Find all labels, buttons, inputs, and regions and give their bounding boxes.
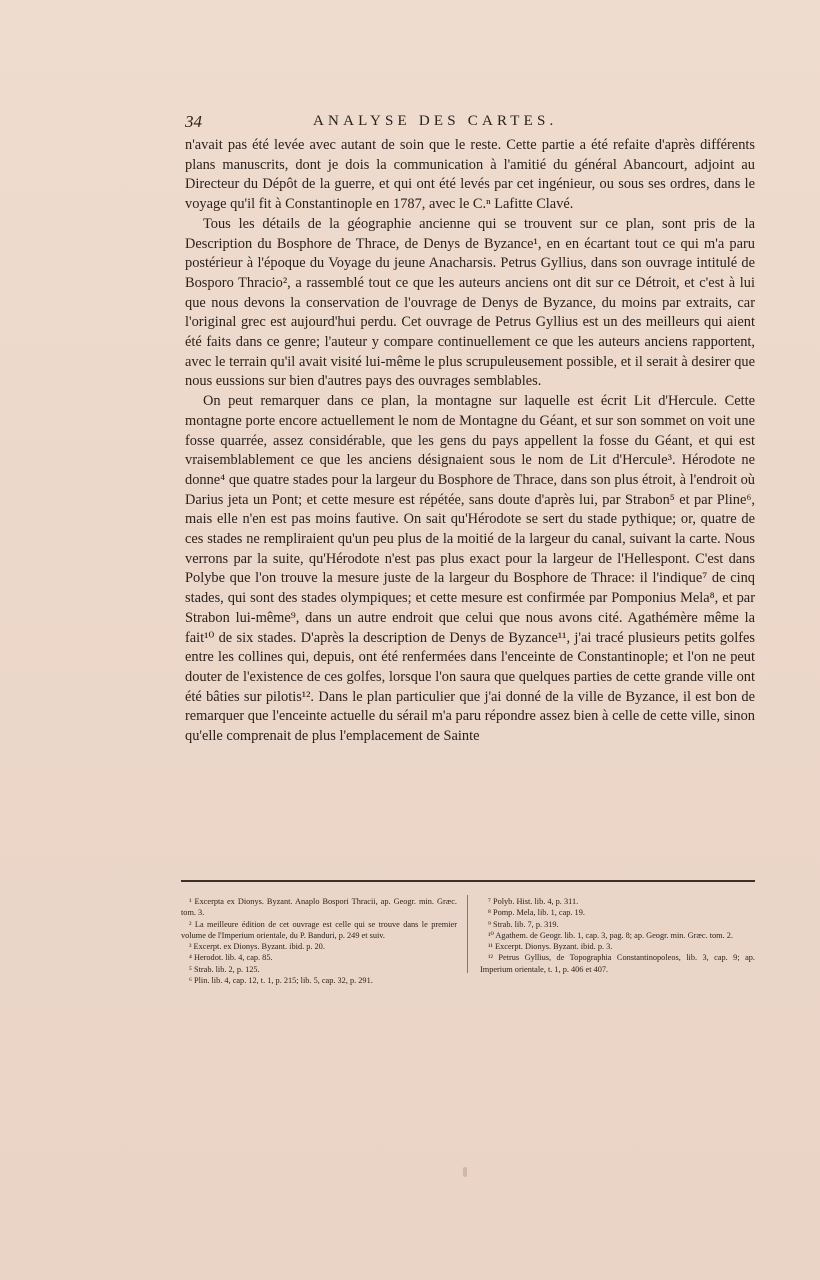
footnote-4: ⁴ Herodot. lib. 4, cap. 85. [189, 953, 273, 963]
footnote-3: ³ Excerpt. ex Dionys. Byzant. ibid. p. 20. [189, 942, 325, 952]
footnotes-right-column [480, 896, 755, 975]
footnote-10: ¹⁰ Agathem. de Geogr. lib. 1, cap. 3, pag. 8; ap. Geogr. min. Græc. tom. 2. [488, 930, 733, 940]
footnote-8: ⁸ Pomp. Mela, lib. 1, cap. 19. [488, 908, 585, 918]
paragraph-1: n'avait pas été levée avec autant de soin que le reste. Cette partie a été refaite d'après différents plans manuscrits, dont je dois la communication à l'amitié du général Abancourt, adjoint au Directeur du Dépôt de la guerre, et qui ont été levés par cet ingénieur, ou sous ses ordres, dans le voyage qu'il fit à Constantinople en 1787, avec le C.ⁿ Lafitte Clavé. [185, 137, 755, 213]
page-header [185, 112, 625, 136]
paper-stain [463, 1167, 467, 1177]
paragraph-2: Tous les détails de la géographie ancienne qui se trouvent sur ce plan, sont pris de la Description du Bosphore de Thrace, de Denys de Byzance¹, en en écartant tout ce qui m'a paru postérieur à l'époque du Voyage du jeune Anacharsis. Petrus Gyllius, dans son ouvrage intitulé de Bosporo Thracio², a rassemblé tout ce que les auteurs anciens ont dit sur ce Détroit, et c'est à lui que nous devons la conservation de l'ouvrage de Denys de Byzance, du moins par extraits, car l'original grec est aujourd'hui perdu. Cet ouvrage de Petrus Gyllius est un des meilleurs qui aient été faits dans ce genre; l'auteur y compare continuellement ce que les auteurs anciens rapportent, avec le terrain qu'il avait visité lui-même le plus scrupuleusement possible, et il serait à desirer que nous eussions sur bien d'autres pays des ouvrages semblables. [185, 215, 755, 390]
page-number: 34 [185, 112, 202, 131]
footnotes-left-column [181, 896, 457, 986]
footnote-2: ² La meilleure édition de cet ouvrage est celle qui se trouve dans le premier volume de l'Imperium orientale, du P. Banduri, p. 249 et suiv. [181, 919, 457, 940]
running-title: ANALYSE DES CARTES. [313, 113, 558, 129]
footnote-5: ⁵ Strab. lib. 2, p. 125. [189, 964, 260, 974]
paragraph-3: On peut remarquer dans ce plan, la montagne sur laquelle est écrit Lit d'Hercule. Cette montagne porte encore actuellement le nom de Montagne du Géant, et sur son sommet on voit une fosse quarrée, assez considérable, que les gens du pays appellent la fosse du Géant, et qui est vraisemblablement ce que les anciens désignaient sous le nom de Lit d'Hercule³. Hérodote ne donne⁴ que quatre stades pour la largeur du Bosphore de Thrace, dans son plus étroit, à l'endroit où Darius jeta un Pont; et cette mesure est répétée, sans doute d'après lui, par Strabon⁵ et par Pline⁶, mais elle n'en est pas moins fautive. On sait qu'Hérodote se sert du stade pythique; or, quatre de ces stades ne rempliraient qu'un peu plus de la moitié de la largeur du canal, suivant la carte. Nous verrons par la suite, qu'Hérodote n'est pas plus exact pour la largeur de l'Hellespont. C'est dans Polybe que l'on trouve la mesure juste de la largeur du Bosphore de Thrace: il l'indique⁷ de cinq stades, qui sont des stades olympiques; et cette mesure est confirmée par Pomponius Mela⁸, et par Strabon lui-même⁹, dans un autre endroit que celui que nous avons cité. Agathémère même la fait¹⁰ de six stades. D'après la description de Denys de Byzance¹¹, j'ai tracé plusieurs petits golfes entre les collines qui, depuis, ont été renfermées dans l'enceinte de Constantinople; et l'on ne peut douter de l'existence de ces golfes, lorsque l'on saura que quelques parties de cette grande ville ont été bâties sur pilotis¹². Dans le plan particulier que j'ai donné de la ville de Byzance, il est bon de remarquer que l'enceinte actuelle du sérail m'a paru répondre assez bien à celle de cette ville, sinon qu'elle comprenait de plus l'emplacement de Sainte [185, 393, 755, 745]
footnote-12: ¹² Petrus Gyllius, de Topographia Constantinopoleos, lib. 3, cap. 9; ap. Imperium orientale, t. 1, p. 406 et 407. [480, 953, 755, 974]
footnote-7: ⁷ Polyb. Hist. lib. 4, p. 311. [488, 897, 579, 906]
body-text [185, 136, 755, 747]
footnote-1: ¹ Excerpta ex Dionys. Byzant. Anaplo Bospori Thracii, ap. Geogr. min. Græc. tom. 3. [181, 897, 457, 918]
footnote-11: ¹¹ Excerpt. Dionys. Byzant. ibid. p. 3. [488, 942, 613, 952]
footnote-9: ⁹ Strab. lib. 7, p. 319. [488, 919, 559, 929]
footnote-rule [181, 880, 755, 882]
footnote-column-divider [467, 895, 468, 973]
footnote-6: ⁶ Plin. lib. 4, cap. 12, t. 1, p. 215; lib. 5, cap. 32, p. 291. [189, 976, 373, 986]
